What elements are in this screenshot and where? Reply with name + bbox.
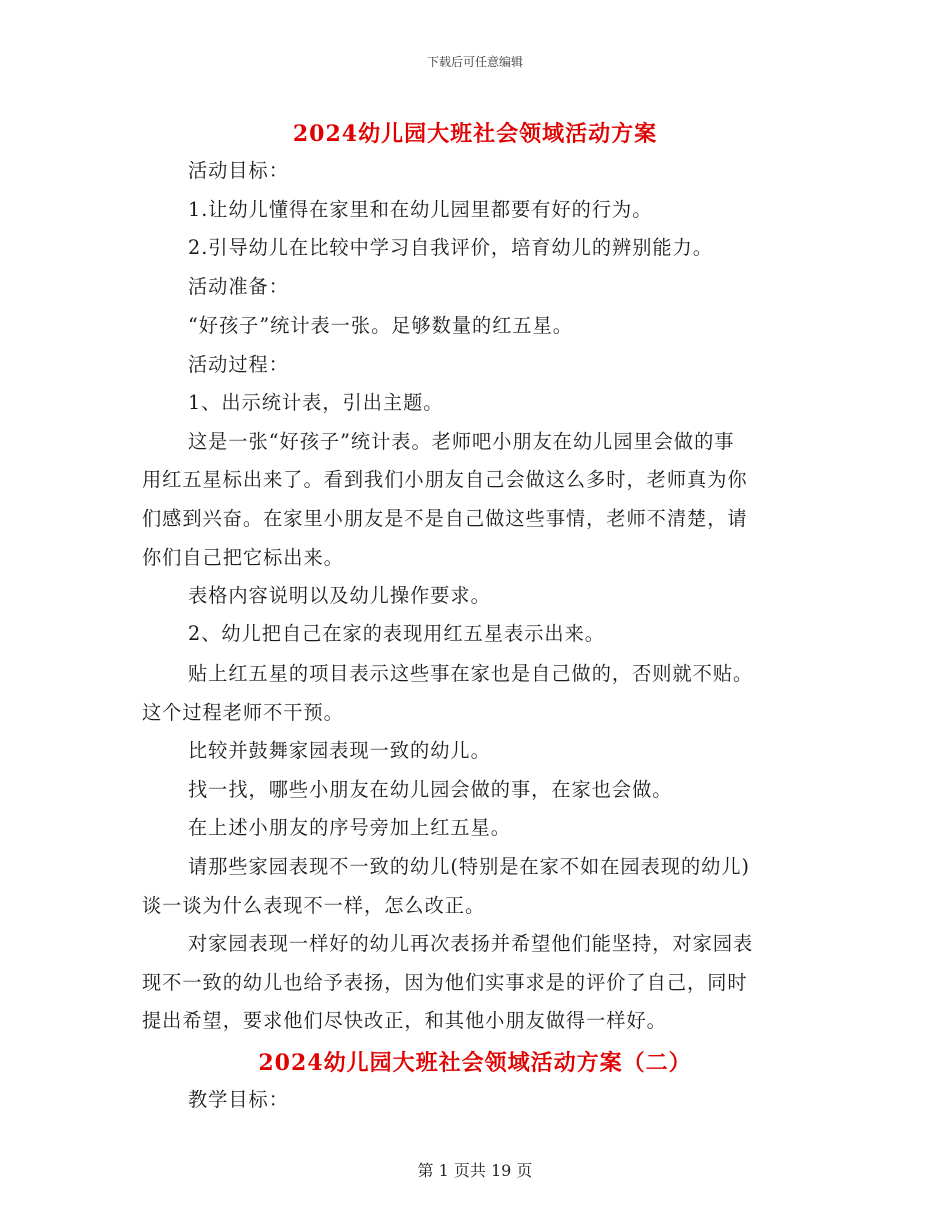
section-heading-goals: 活动目标： [188, 159, 289, 182]
paragraph-line: 在上述小朋友的序号旁加上红五星。 [188, 816, 511, 839]
paragraph-line: 对家园表现一样好的幼儿再次表扬并希望他们能坚持，对家园表 [188, 932, 754, 955]
section-heading-process: 活动过程： [188, 353, 289, 376]
paragraph-line: 请那些家园表现不一致的幼儿(特别是在家不如在园表现的幼儿) [188, 855, 751, 878]
paragraph-line: 这是一张“好孩子”统计表。老师吧小朋友在幼儿园里会做的事 [188, 430, 735, 453]
page-header: 下载后可任意编辑 [426, 55, 523, 69]
process-step-1: 1、出示统计表，引出主题。 [188, 391, 444, 414]
document-title: 2024幼儿园大班社会领域活动方案 [292, 121, 658, 147]
goal-item-1: 1.让幼儿懂得在家里和在幼儿园里都要有好的行为。 [188, 198, 653, 221]
paragraph-line: 表格内容说明以及幼儿操作要求。 [188, 584, 491, 607]
goal-item-2: 2.引导幼儿在比较中学习自我评价，培育幼儿的辨别能力。 [188, 236, 713, 259]
paragraph-line: 谈一谈为什么表现不一样，怎么改正。 [142, 894, 486, 917]
paragraph-line: 比较并鼓舞家园表现一致的幼儿。 [188, 739, 491, 762]
section-heading-preparation: 活动准备： [188, 275, 289, 298]
preparation-text: “好孩子”统计表一张。足够数量的红五星。 [188, 314, 573, 337]
section-heading-teaching-goals: 教学目标： [188, 1088, 289, 1111]
paragraph-line: 这个过程老师不干预。 [142, 701, 344, 724]
paragraph-line: 提出希望，要求他们尽快改正，和其他小朋友做得一样好。 [142, 1009, 667, 1032]
paragraph-line: 们感到兴奋。在家里小朋友是不是自己做这些事情，老师不清楚，请 [142, 507, 748, 530]
paragraph-line: 贴上红五星的项目表示这些事在家也是自己做的，否则就不贴。 [188, 662, 754, 685]
page-footer: 第 1 页共 19 页 [417, 1161, 533, 1180]
document-subtitle: 2024幼儿园大班社会领域活动方案（二） [258, 1050, 692, 1076]
paragraph-line: 现不一致的幼儿也给予表扬，因为他们实事求是的评价了自己，同时 [142, 971, 748, 994]
process-step-2: 2、幼儿把自己在家的表现用红五星表示出来。 [188, 622, 605, 645]
paragraph-line: 找一找，哪些小朋友在幼儿园会做的事，在家也会做。 [188, 778, 673, 801]
paragraph-line: 用红五星标出来了。看到我们小朋友自己会做这么多时，老师真为你 [142, 468, 748, 491]
paragraph-line: 你们自己把它标出来。 [142, 546, 344, 569]
